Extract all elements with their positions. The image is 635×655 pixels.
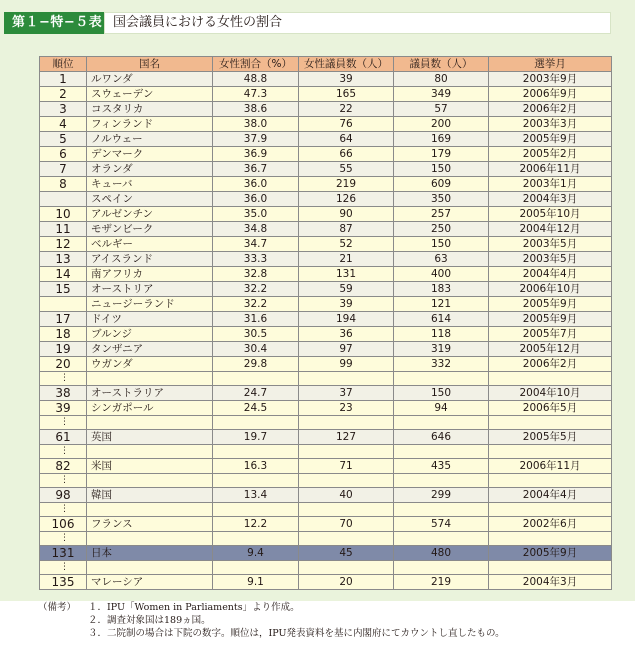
empty-cell <box>87 372 213 386</box>
empty-cell <box>299 474 394 488</box>
rank-cell: 135 <box>40 575 87 590</box>
women-count-cell: 70 <box>299 517 394 532</box>
note-item: １．IPU「Women in Parliaments」より作成。 <box>88 602 300 613</box>
ratio-cell: 38.6 <box>213 102 299 117</box>
ratio-cell: 38.0 <box>213 117 299 132</box>
empty-cell <box>489 532 612 546</box>
ratio-cell: 36.7 <box>213 162 299 177</box>
rank-cell: 8 <box>40 177 87 192</box>
country-cell: ニュージーランド <box>87 297 213 312</box>
country-cell: 南アフリカ <box>87 267 213 282</box>
table-row <box>40 117 612 132</box>
country-cell: モザンビーク <box>87 222 213 237</box>
empty-cell <box>489 474 612 488</box>
table-row-highlighted <box>40 546 612 561</box>
election-month-cell: 2004年4月 <box>489 488 612 503</box>
women-count-cell: 87 <box>299 222 394 237</box>
country-cell: 米国 <box>87 459 213 474</box>
empty-cell <box>87 561 213 575</box>
country-cell: シンガポール <box>87 401 213 416</box>
empty-cell <box>489 372 612 386</box>
women-count-cell: 165 <box>299 87 394 102</box>
empty-cell <box>299 561 394 575</box>
women-count-cell: 55 <box>299 162 394 177</box>
ratio-cell: 35.0 <box>213 207 299 222</box>
title-bar <box>0 0 635 37</box>
table-number-label: 第１−特−５表 <box>4 12 110 34</box>
table-row <box>40 488 612 503</box>
country-cell: ウガンダ <box>87 357 213 372</box>
women-count-cell: 37 <box>299 386 394 401</box>
election-month-cell: 2005年10月 <box>489 207 612 222</box>
table-row <box>40 575 612 590</box>
empty-cell <box>299 503 394 517</box>
election-month-cell: 2005年9月 <box>489 132 612 147</box>
country-cell: スウェーデン <box>87 87 213 102</box>
rank-cell: 4 <box>40 117 87 132</box>
data-table <box>39 56 612 590</box>
total-count-cell: 574 <box>394 517 489 532</box>
table-row <box>40 459 612 474</box>
rank-cell: 14 <box>40 267 87 282</box>
ellipsis-row <box>40 474 612 488</box>
table-row <box>40 177 612 192</box>
table-row <box>40 132 612 147</box>
empty-cell <box>489 445 612 459</box>
table-row <box>40 222 612 237</box>
empty-cell <box>299 372 394 386</box>
election-month-cell: 2003年5月 <box>489 237 612 252</box>
women-count-cell: 45 <box>299 546 394 561</box>
empty-cell <box>489 503 612 517</box>
table-row <box>40 430 612 445</box>
table-row <box>40 87 612 102</box>
ratio-cell: 31.6 <box>213 312 299 327</box>
women-count-cell: 39 <box>299 72 394 87</box>
ellipsis-row <box>40 416 612 430</box>
election-month-cell: 2004年3月 <box>489 575 612 590</box>
rank-cell: 82 <box>40 459 87 474</box>
total-count-cell: 150 <box>394 162 489 177</box>
women-count-cell: 23 <box>299 401 394 416</box>
table-row <box>40 267 612 282</box>
empty-cell <box>87 532 213 546</box>
rank-cell: 39 <box>40 401 87 416</box>
total-count-cell: 400 <box>394 267 489 282</box>
ratio-cell: 48.8 <box>213 72 299 87</box>
note-item: ３．二院制の場合は下院の数字。順位は，IPU発表資料を基に内閣府にてカウントし直したもの。 <box>88 628 505 639</box>
total-count-cell: 63 <box>394 252 489 267</box>
election-month-cell: 2005年5月 <box>489 430 612 445</box>
ellipsis-row <box>40 503 612 517</box>
election-month-cell: 2004年4月 <box>489 267 612 282</box>
total-count-cell: 350 <box>394 192 489 207</box>
ratio-cell: 36.0 <box>213 177 299 192</box>
total-count-cell: 219 <box>394 575 489 590</box>
election-month-cell: 2006年11月 <box>489 162 612 177</box>
empty-cell <box>213 474 299 488</box>
election-month-cell: 2006年2月 <box>489 102 612 117</box>
empty-cell <box>213 561 299 575</box>
total-count-cell: 150 <box>394 237 489 252</box>
ratio-cell: 24.7 <box>213 386 299 401</box>
rank-cell: 17 <box>40 312 87 327</box>
table-row <box>40 162 612 177</box>
country-cell: キューバ <box>87 177 213 192</box>
ratio-cell: 9.4 <box>213 546 299 561</box>
rank-cell: 18 <box>40 327 87 342</box>
election-month-cell: 2006年9月 <box>489 87 612 102</box>
column-header-ratio: 女性割合（%） <box>213 57 299 72</box>
women-count-cell: 40 <box>299 488 394 503</box>
table-row <box>40 102 612 117</box>
total-count-cell: 183 <box>394 282 489 297</box>
column-header-country: 国名 <box>87 57 213 72</box>
ratio-cell: 47.3 <box>213 87 299 102</box>
country-cell: フィンランド <box>87 117 213 132</box>
election-month-cell: 2005年9月 <box>489 312 612 327</box>
election-month-cell: 2005年9月 <box>489 297 612 312</box>
note-item: ２．調査対象国は189ヵ国。 <box>88 615 211 626</box>
table-header-row <box>40 57 612 72</box>
empty-cell <box>213 416 299 430</box>
table-row <box>40 282 612 297</box>
table-row <box>40 72 612 87</box>
election-month-cell: 2003年5月 <box>489 252 612 267</box>
table-title: 国会議員における女性の割合 <box>104 12 611 34</box>
table-row <box>40 401 612 416</box>
election-month-cell: 2006年11月 <box>489 459 612 474</box>
election-month-cell: 2002年6月 <box>489 517 612 532</box>
ratio-cell: 19.7 <box>213 430 299 445</box>
rank-cell: 13 <box>40 252 87 267</box>
total-count-cell: 614 <box>394 312 489 327</box>
empty-cell <box>213 445 299 459</box>
vertical-ellipsis: ⋮ <box>40 532 87 546</box>
table-row <box>40 342 612 357</box>
women-count-cell: 64 <box>299 132 394 147</box>
women-count-cell: 131 <box>299 267 394 282</box>
ellipsis-row <box>40 372 612 386</box>
empty-cell <box>489 561 612 575</box>
rank-cell: 98 <box>40 488 87 503</box>
women-count-cell: 76 <box>299 117 394 132</box>
rank-cell: 5 <box>40 132 87 147</box>
women-count-cell: 66 <box>299 147 394 162</box>
total-count-cell: 80 <box>394 72 489 87</box>
country-cell: ベルギー <box>87 237 213 252</box>
election-month-cell: 2006年2月 <box>489 357 612 372</box>
election-month-cell: 2005年9月 <box>489 546 612 561</box>
vertical-ellipsis: ⋮ <box>40 503 87 517</box>
table-row <box>40 147 612 162</box>
rank-cell: 61 <box>40 430 87 445</box>
women-count-cell: 71 <box>299 459 394 474</box>
rank-cell: 2 <box>40 87 87 102</box>
ratio-cell: 32.2 <box>213 282 299 297</box>
election-month-cell: 2005年12月 <box>489 342 612 357</box>
ratio-cell: 24.5 <box>213 401 299 416</box>
women-count-cell: 90 <box>299 207 394 222</box>
ratio-cell: 32.8 <box>213 267 299 282</box>
country-cell: アルゼンチン <box>87 207 213 222</box>
note-line <box>38 627 628 640</box>
ratio-cell: 16.3 <box>213 459 299 474</box>
election-month-cell: 2004年12月 <box>489 222 612 237</box>
country-cell: 日本 <box>87 546 213 561</box>
country-cell: タンザニア <box>87 342 213 357</box>
empty-cell <box>213 372 299 386</box>
ratio-cell: 36.9 <box>213 147 299 162</box>
election-month-cell: 2003年1月 <box>489 177 612 192</box>
empty-cell <box>394 503 489 517</box>
empty-cell <box>87 445 213 459</box>
total-count-cell: 480 <box>394 546 489 561</box>
rank-cell: 38 <box>40 386 87 401</box>
country-cell: スペイン <box>87 192 213 207</box>
empty-cell <box>394 474 489 488</box>
vertical-ellipsis: ⋮ <box>40 416 87 430</box>
total-count-cell: 121 <box>394 297 489 312</box>
column-header-total: 議員数（人） <box>394 57 489 72</box>
note-line <box>38 601 628 614</box>
election-month-cell: 2005年7月 <box>489 327 612 342</box>
table-row <box>40 237 612 252</box>
country-cell: マレーシア <box>87 575 213 590</box>
empty-cell <box>213 532 299 546</box>
total-count-cell: 435 <box>394 459 489 474</box>
table-row <box>40 312 612 327</box>
empty-cell <box>299 445 394 459</box>
empty-cell <box>299 532 394 546</box>
rank-cell: 131 <box>40 546 87 561</box>
total-count-cell: 332 <box>394 357 489 372</box>
rank-cell: 7 <box>40 162 87 177</box>
women-count-cell: 36 <box>299 327 394 342</box>
empty-cell <box>394 532 489 546</box>
country-cell: コスタリカ <box>87 102 213 117</box>
election-month-cell: 2005年2月 <box>489 147 612 162</box>
table-row <box>40 297 612 312</box>
ellipsis-row <box>40 561 612 575</box>
rank-cell: 12 <box>40 237 87 252</box>
total-count-cell: 150 <box>394 386 489 401</box>
women-count-cell: 194 <box>299 312 394 327</box>
election-month-cell: 2006年5月 <box>489 401 612 416</box>
country-cell: 韓国 <box>87 488 213 503</box>
ratio-cell: 32.2 <box>213 297 299 312</box>
total-count-cell: 250 <box>394 222 489 237</box>
empty-cell <box>394 561 489 575</box>
note-line <box>38 614 628 627</box>
table-row <box>40 357 612 372</box>
rank-cell: 6 <box>40 147 87 162</box>
table-row <box>40 386 612 401</box>
ellipsis-row <box>40 445 612 459</box>
rank-cell: 15 <box>40 282 87 297</box>
ratio-cell: 12.2 <box>213 517 299 532</box>
rank-cell: 19 <box>40 342 87 357</box>
rank-cell: 106 <box>40 517 87 532</box>
election-month-cell: 2006年10月 <box>489 282 612 297</box>
country-cell: ルワンダ <box>87 72 213 87</box>
women-count-cell: 126 <box>299 192 394 207</box>
table-row <box>40 192 612 207</box>
empty-cell <box>394 445 489 459</box>
empty-cell <box>87 474 213 488</box>
rank-cell <box>40 297 87 312</box>
empty-cell <box>87 503 213 517</box>
total-count-cell: 179 <box>394 147 489 162</box>
ratio-cell: 29.8 <box>213 357 299 372</box>
total-count-cell: 319 <box>394 342 489 357</box>
empty-cell <box>394 372 489 386</box>
women-count-cell: 59 <box>299 282 394 297</box>
table-row <box>40 207 612 222</box>
notes <box>38 601 628 640</box>
total-count-cell: 169 <box>394 132 489 147</box>
ratio-cell: 30.4 <box>213 342 299 357</box>
rank-cell: 10 <box>40 207 87 222</box>
women-count-cell: 52 <box>299 237 394 252</box>
empty-cell <box>489 416 612 430</box>
ratio-cell: 37.9 <box>213 132 299 147</box>
ratio-cell: 34.8 <box>213 222 299 237</box>
empty-cell <box>213 503 299 517</box>
total-count-cell: 257 <box>394 207 489 222</box>
ratio-cell: 33.3 <box>213 252 299 267</box>
empty-cell <box>87 416 213 430</box>
rank-cell: 20 <box>40 357 87 372</box>
column-header-election: 選挙月 <box>489 57 612 72</box>
empty-cell <box>394 416 489 430</box>
total-count-cell: 609 <box>394 177 489 192</box>
election-month-cell: 2003年3月 <box>489 117 612 132</box>
ratio-cell: 36.0 <box>213 192 299 207</box>
total-count-cell: 299 <box>394 488 489 503</box>
vertical-ellipsis: ⋮ <box>40 474 87 488</box>
women-count-cell: 127 <box>299 430 394 445</box>
country-cell: ブルンジ <box>87 327 213 342</box>
total-count-cell: 94 <box>394 401 489 416</box>
table-row <box>40 327 612 342</box>
women-count-cell: 99 <box>299 357 394 372</box>
women-count-cell: 97 <box>299 342 394 357</box>
total-count-cell: 57 <box>394 102 489 117</box>
election-month-cell: 2003年9月 <box>489 72 612 87</box>
country-cell: フランス <box>87 517 213 532</box>
rank-cell <box>40 192 87 207</box>
country-cell: オーストラリア <box>87 386 213 401</box>
women-count-cell: 22 <box>299 102 394 117</box>
ratio-cell: 13.4 <box>213 488 299 503</box>
total-count-cell: 349 <box>394 87 489 102</box>
women-count-cell: 39 <box>299 297 394 312</box>
ratio-cell: 30.5 <box>213 327 299 342</box>
total-count-cell: 200 <box>394 117 489 132</box>
country-cell: アイスランド <box>87 252 213 267</box>
vertical-ellipsis: ⋮ <box>40 445 87 459</box>
election-month-cell: 2004年3月 <box>489 192 612 207</box>
table-body <box>40 72 612 590</box>
country-cell: ノルウェー <box>87 132 213 147</box>
total-count-cell: 646 <box>394 430 489 445</box>
rank-cell: 1 <box>40 72 87 87</box>
table-row <box>40 252 612 267</box>
country-cell: オーストリア <box>87 282 213 297</box>
empty-cell <box>299 416 394 430</box>
country-cell: 英国 <box>87 430 213 445</box>
women-count-cell: 21 <box>299 252 394 267</box>
ellipsis-row <box>40 532 612 546</box>
ratio-cell: 34.7 <box>213 237 299 252</box>
women-count-cell: 219 <box>299 177 394 192</box>
country-cell: デンマーク <box>87 147 213 162</box>
rank-cell: 11 <box>40 222 87 237</box>
rank-cell: 3 <box>40 102 87 117</box>
notes-head: （備考） <box>38 602 77 613</box>
column-header-women: 女性議員数（人） <box>299 57 394 72</box>
vertical-ellipsis: ⋮ <box>40 561 87 575</box>
vertical-ellipsis: ⋮ <box>40 372 87 386</box>
total-count-cell: 118 <box>394 327 489 342</box>
table-row <box>40 517 612 532</box>
column-header-rank: 順位 <box>40 57 87 72</box>
country-cell: オランダ <box>87 162 213 177</box>
women-count-cell: 20 <box>299 575 394 590</box>
ratio-cell: 9.1 <box>213 575 299 590</box>
country-cell: ドイツ <box>87 312 213 327</box>
election-month-cell: 2004年10月 <box>489 386 612 401</box>
